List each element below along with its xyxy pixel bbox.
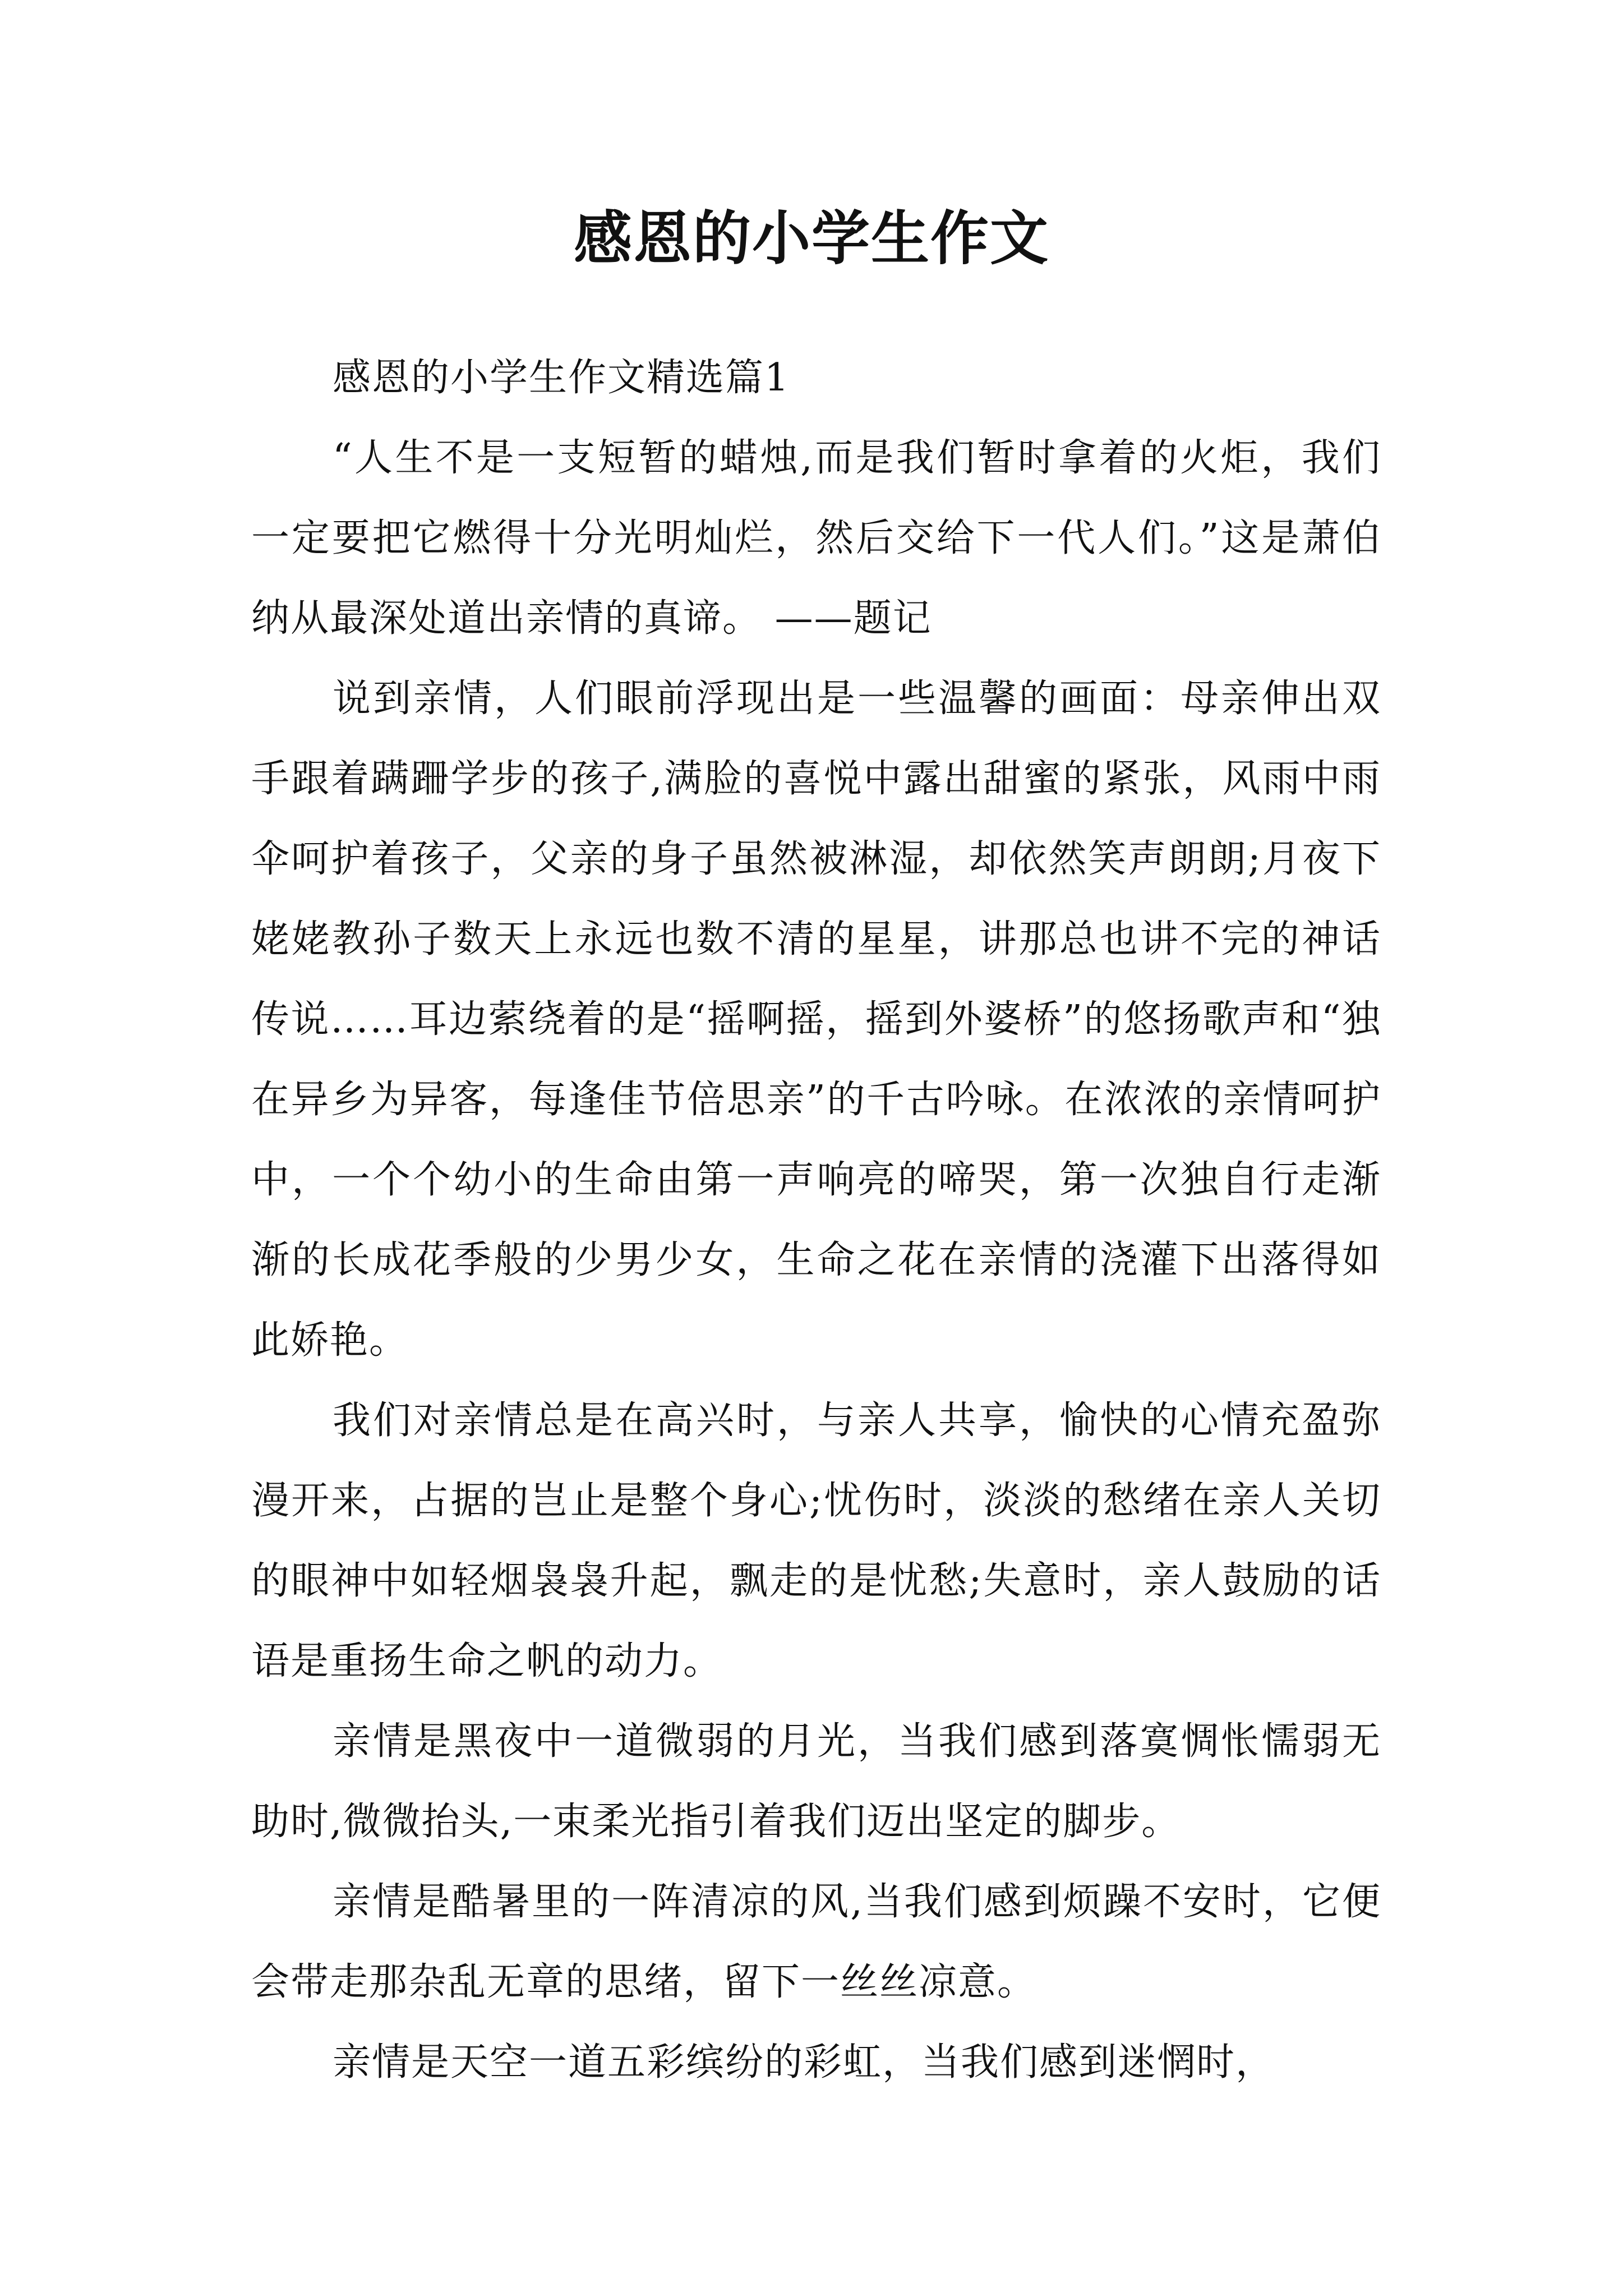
paragraph: 我们对亲情总是在高兴时，与亲人共享，愉快的心情充盈弥漫开来，占据的岂止是整个身心;忧伤时，淡淡的愁绪在亲人关切的眼神中如轻烟袅袅升起，飘走的是忧愁;失意时，亲人鼓励的话语是重扬生命之帆的动力。 <box>251 1398 1381 1683</box>
paragraph: 亲情是酷暑里的一阵清凉的风,当我们感到烦躁不安时，它便会带走那杂乱无章的思绪，留下一丝丝凉意。 <box>251 1880 1381 2004</box>
paragraph: 亲情是黑夜中一道微弱的月光，当我们感到落寞惆怅懦弱无助时,微微抬头,一束柔光指引着我们迈出坚定的脚步。 <box>251 1719 1381 1844</box>
document-title: 感恩的小学生作文 <box>573 204 1049 273</box>
document-body <box>251 338 1381 2102</box>
paragraph: 亲情是天空一道五彩缤纷的彩虹，当我们感到迷惘时， <box>333 2040 1275 2085</box>
paragraph: 说到亲情，人们眼前浮现出是一些温馨的画面：母亲伸出双手跟着蹒跚学步的孩子,满脸的喜悦中露出甜蜜的紧张，风雨中雨伞呵护着孩子，父亲的身子虽然被淋湿，却依然笑声朗朗;月夜下姥姥教孙子数天上永远也数不清的星星，讲那总也讲不完的神话传说……耳边萦绕着的是“摇啊摇，摇到外婆桥”的悠扬歌声和“独在异乡为异客，每逢佳节倍思亲”的千古吟咏。在浓浓的亲情呵护中，一个个幼小的生命由第一声响亮的啼哭，第一次独自行走渐渐的长成花季般的少男少女，生命之花在亲情的浇灌下出落得如此娇艳。 <box>251 677 1381 1363</box>
paragraph-epigraph: “人生不是一支短暂的蜡烛,而是我们暂时拿着的火炬，我们一定要把它燃得十分光明灿烂，然后交给下一代人们。”这是萧伯纳从最深处道出亲情的真谛。 ——题记 <box>251 436 1381 641</box>
section-heading: 感恩的小学生作文精选篇1 <box>333 356 790 400</box>
